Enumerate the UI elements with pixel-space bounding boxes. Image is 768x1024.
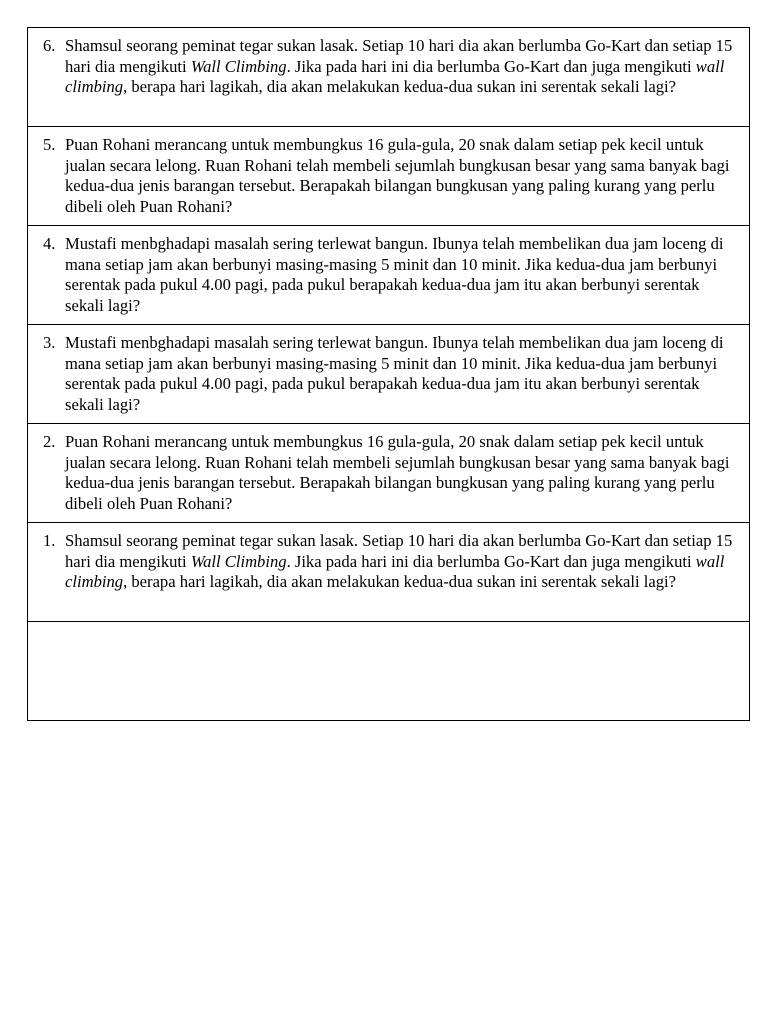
question-cell <box>28 226 750 325</box>
question-text-segment: Shamsul seorang peminat tegar sukan lasak. Setiap 10 hari dia akan berlumba Go-Kart dan setiap 15 hari dia mengikuti <box>65 531 733 571</box>
question-text <box>65 36 741 98</box>
question-text-segment: Mustafi menbghadapi masalah sering terlewat bangun. Ibunya telah membelikan dua jam loceng di mana setiap jam akan berbunyi masing-masing 5 minit dan 10 minit. Jika kedua-dua jam berbunyi serentak pada pukul 4.00 pagi, pada pukul berapakah kedua-dua jam itu akan berbunyi serentak sekali lagi? <box>65 333 724 414</box>
question-text-segment: , berapa hari lagikah, dia akan melakukan kedua-dua sukan ini serentak sekali lagi? <box>123 572 676 592</box>
question-text <box>65 531 741 593</box>
question-number: 1. <box>43 531 56 550</box>
question-text-segment: . Jika pada hari ini dia berlumba Go-Kart dan juga mengikuti <box>286 56 696 76</box>
question-row <box>28 28 750 127</box>
question-table <box>27 27 750 721</box>
question-text-italic: wall climbing <box>65 551 725 592</box>
question-row <box>28 424 750 523</box>
question-number: 5. <box>43 135 56 154</box>
question-row <box>28 523 750 622</box>
question-number: 4. <box>43 234 56 253</box>
blank-row <box>28 622 750 721</box>
question-cell <box>28 523 750 622</box>
question-cell <box>28 325 750 424</box>
question-number: 2. <box>43 432 56 451</box>
question-text-segment: Shamsul seorang peminat tegar sukan lasak. Setiap 10 hari dia akan berlumba Go-Kart dan setiap 15 hari dia mengikuti <box>65 36 733 76</box>
question-text-segment: , berapa hari lagikah, dia akan melakukan kedua-dua sukan ini serentak sekali lagi? <box>123 77 676 97</box>
question-text-segment: . Jika pada hari ini dia berlumba Go-Kart dan juga mengikuti <box>286 551 696 571</box>
question-text-italic: Wall Climbing <box>190 551 287 571</box>
question-cell <box>28 28 750 127</box>
blank-cell <box>28 622 750 721</box>
question <box>28 523 749 593</box>
question-text <box>65 135 741 217</box>
question-row <box>28 226 750 325</box>
question-text <box>65 333 741 415</box>
question-text-italic: Wall Climbing <box>190 56 287 76</box>
question-row <box>28 127 750 226</box>
question-cell <box>28 127 750 226</box>
question-text <box>65 432 741 514</box>
question <box>28 226 749 316</box>
question-number: 3. <box>43 333 56 352</box>
question <box>28 28 749 98</box>
question-table-body <box>28 28 750 721</box>
question-text <box>65 234 741 316</box>
question <box>28 127 749 217</box>
question <box>28 325 749 415</box>
question-number: 6. <box>43 36 56 55</box>
question-text-segment: Puan Rohani merancang untuk membungkus 16 gula-gula, 20 snak dalam setiap pek kecil untuk jualan secara lelong. Ruan Rohani telah membeli sejumlah bungkusan besar yang sama banyak bagi kedua-dua jenis barangan tersebut. Berapakah bilangan bungkusan yang paling kurang yang perlu dibeli oleh Puan Rohani? <box>65 135 730 216</box>
question-cell <box>28 424 750 523</box>
question-row <box>28 325 750 424</box>
question <box>28 424 749 514</box>
question-text-segment: Puan Rohani merancang untuk membungkus 16 gula-gula, 20 snak dalam setiap pek kecil untuk jualan secara lelong. Ruan Rohani telah membeli sejumlah bungkusan besar yang sama banyak bagi kedua-dua jenis barangan tersebut. Berapakah bilangan bungkusan yang paling kurang yang perlu dibeli oleh Puan Rohani? <box>65 432 730 513</box>
question-text-segment: Mustafi menbghadapi masalah sering terlewat bangun. Ibunya telah membelikan dua jam loceng di mana setiap jam akan berbunyi masing-masing 5 minit dan 10 minit. Jika kedua-dua jam berbunyi serentak pada pukul 4.00 pagi, pada pukul berapakah kedua-dua jam itu akan berbunyi serentak sekali lagi? <box>65 234 724 315</box>
question-text-italic: wall climbing <box>65 56 725 97</box>
